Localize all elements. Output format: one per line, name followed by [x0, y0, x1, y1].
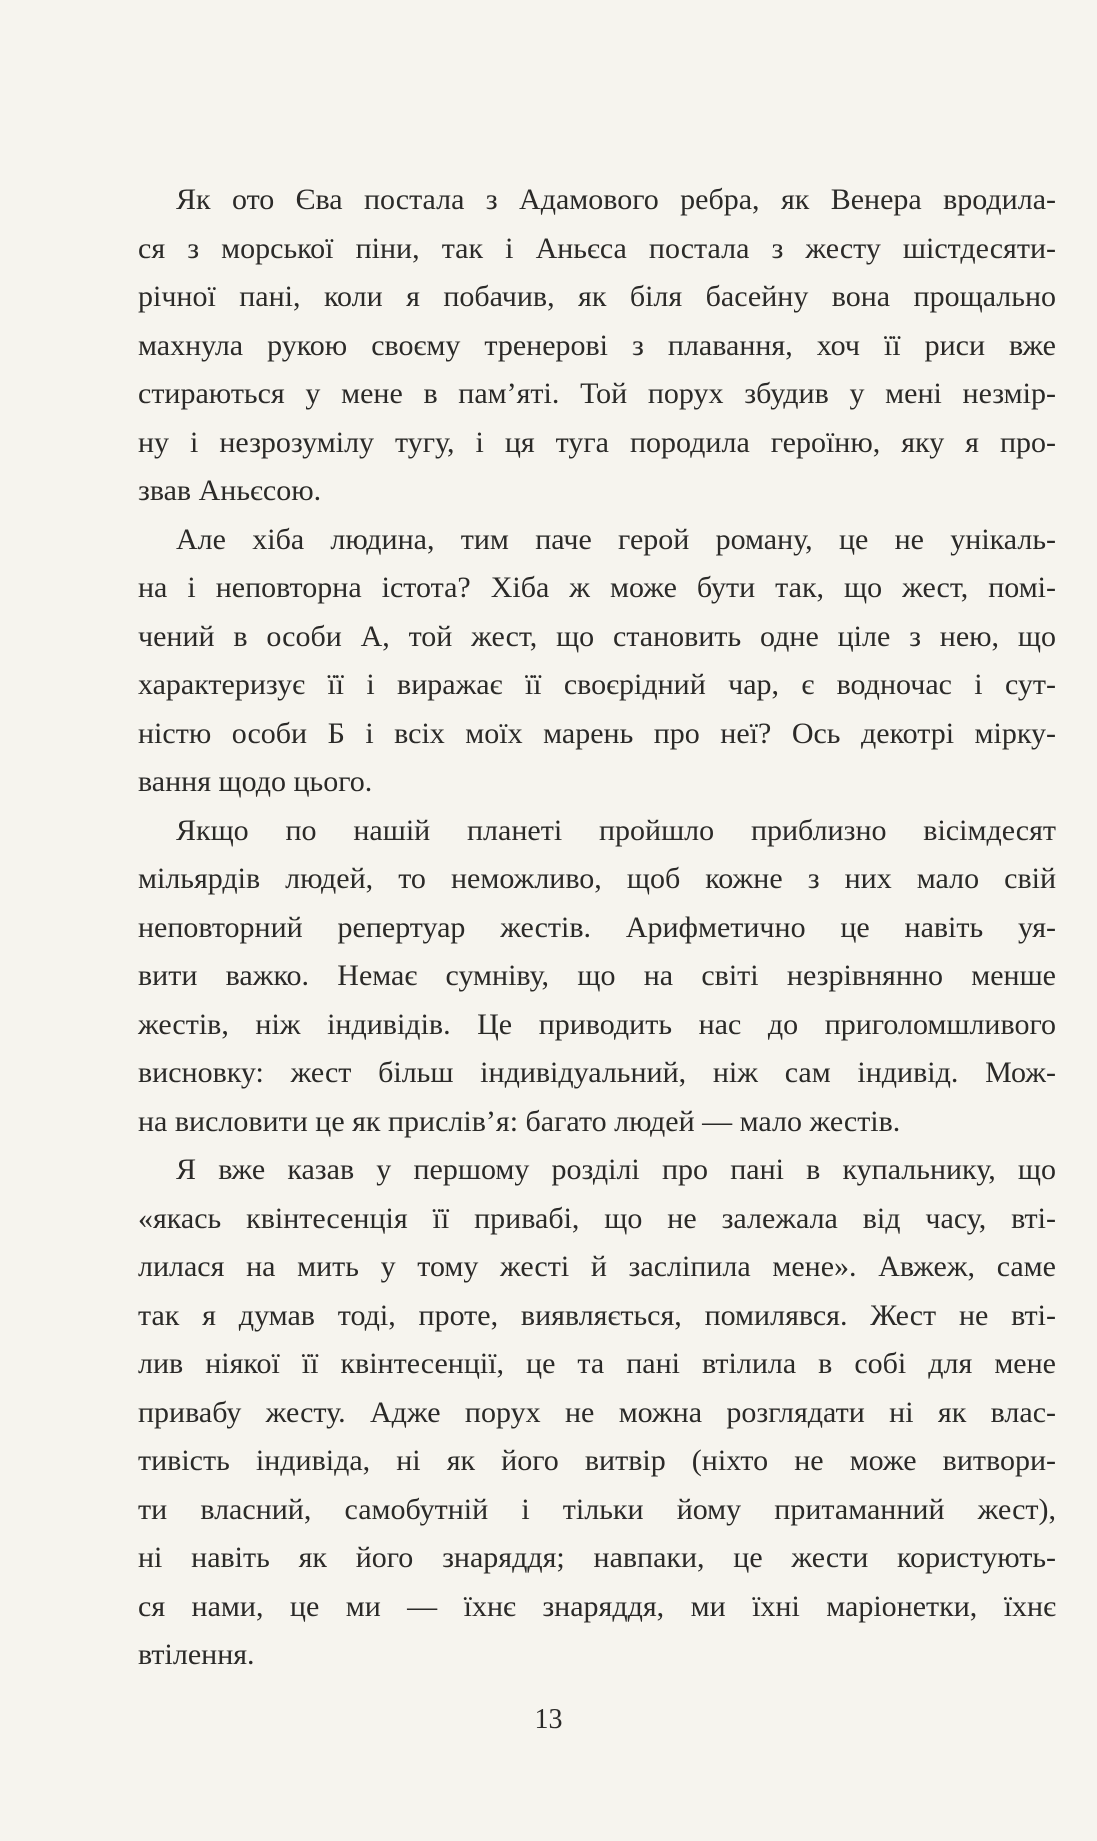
- text-line: втілення.: [138, 1638, 255, 1671]
- text-line: так я думав тоді, проте, виявляється, помилявся. Жест не вті-: [138, 1298, 1056, 1332]
- text-line: лилася на мить у тому жесті й засліпила мене». Авжеж, саме: [138, 1250, 1056, 1283]
- paragraph: [138, 807, 1056, 1147]
- text-line: характеризує її і виражає її своєрідний чар, є водночас і сут-: [138, 668, 1056, 701]
- paragraph: [138, 516, 1056, 807]
- text-line: ні навіть як його знаряддя; навпаки, це жести користують-: [138, 1541, 1056, 1574]
- text-line: вити важко. Немає сумніву, що на світі незрівнянно менше: [138, 959, 1056, 992]
- body-text: [138, 176, 1056, 1680]
- page-number: 13: [534, 1704, 563, 1735]
- text-line: мільярдів людей, то неможливо, щоб кожне з них мало свій: [138, 862, 1056, 895]
- text-line: ністю особи Б і всіх моїх марень про неї? Ось декотрі мірку-: [138, 716, 1056, 750]
- text-line: махнула рукою своєму тренерові з плавання, хоч її риси вже: [138, 328, 1056, 362]
- text-line: ся з морської піни, так і Аньєса постала з жесту шістдесяти-: [138, 231, 1056, 265]
- text-line: «якась квінтесенція її привабі, що не залежала від часу, вті-: [138, 1201, 1056, 1235]
- text-line: на висловити це як прислів’я: багато людей — мало жестів.: [138, 1104, 901, 1138]
- paragraph: [138, 176, 1056, 516]
- text-line: звав Аньєсою.: [138, 474, 322, 507]
- text-line: Я вже казав у першому розділі про пані в купальнику, що: [176, 1153, 1056, 1186]
- text-line: тивість індивіда, ні як його витвір (ніхто не може витвори-: [138, 1444, 1056, 1477]
- paragraph: [138, 1146, 1056, 1680]
- text-line: ся нами, це ми — їхнє знаряддя, ми їхні маріонетки, їхнє: [138, 1589, 1056, 1623]
- text-line: чений в особи А, той жест, що становить одне ціле з нею, що: [138, 619, 1056, 653]
- text-line: лив ніякої її квінтесенції, це та пані втілила в собі для мене: [138, 1347, 1056, 1380]
- text-line: неповторний репертуар жестів. Арифметично це навіть уя-: [138, 910, 1056, 944]
- text-line: Як ото Єва постала з Адамового ребра, як Венера вродила-: [176, 183, 1056, 216]
- text-line: Якщо по нашій планеті пройшло приблизно вісімдесят: [176, 813, 1056, 847]
- text-line: жестів, ніж індивідів. Це приводить нас до приголомшливого: [138, 1007, 1056, 1041]
- text-line: висновку: жест більш індивідуальний, ніж сам індивід. Мож-: [138, 1056, 1056, 1089]
- text-line: вання щодо цього.: [138, 765, 373, 798]
- text-line: ну і незрозумілу тугу, і ця туга породила героїню, яку я про-: [138, 425, 1056, 459]
- text-line: на і неповторна істота? Хіба ж може бути так, що жест, помі-: [138, 571, 1056, 604]
- text-line: Але хіба людина, тим паче герой роману, це не унікаль-: [176, 522, 1056, 556]
- text-line: привабу жесту. Адже порух не можна розглядати ні як влас-: [138, 1395, 1056, 1429]
- text-line: річної пані, коли я побачив, як біля басейну вона прощально: [138, 280, 1056, 313]
- text-line: ти власний, самобутній і тільки йому притаманний жест),: [138, 1492, 1056, 1526]
- text-line: стираються у мене в пам’яті. Той порух збудив у мені незмір-: [138, 377, 1056, 410]
